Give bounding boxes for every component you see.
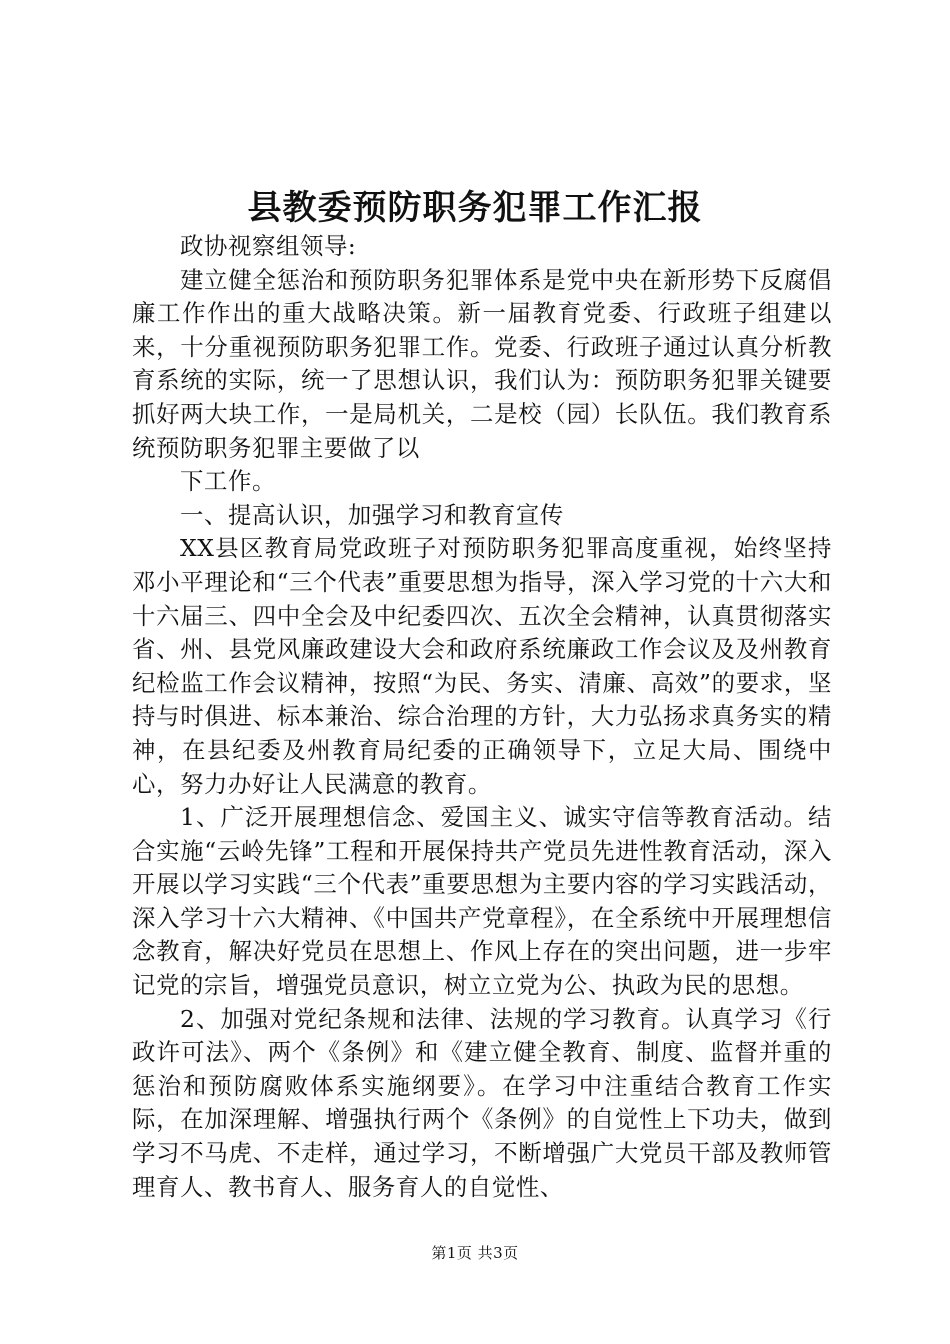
- paragraph-intro: 建立健全惩治和预防职务犯罪体系是党中央在新形势下反腐倡廉工作作出的重大战略决策。新一届教育党委、行政班子组建以来，十分重视预防职务犯罪工作。党委、行政班子通过认真分析教育系统的实际，统一了思想认识，我们认为：预防职务犯罪关键要抓好两大块工作，一是局机关，二是校（园）长队伍。我们教育系统预防职务犯罪主要做了以: [132, 265, 832, 462]
- page-footer: 第1页 共3页: [431, 1244, 519, 1262]
- paragraph-item-2: 2、加强对党纪条规和法律、法规的学习教育。认真学习《行政许可法》、两个《条例》和《建立健全教育、制度、监督并重的惩治和预防腐败体系实施纲要》。在学习中注重结合教育工作实际，在加深理解、增强执行两个《条例》的自觉性上下功夫，做到学习不马虎、不走样，通过学习，不断增强广大党员干部及教师管理育人、教书育人、服务育人的自觉性、: [132, 1004, 832, 1201]
- salutation: 政协视察组领导:: [180, 232, 357, 260]
- document-body: [132, 230, 832, 1204]
- paragraph-intro-continued: 下工作。: [180, 467, 276, 496]
- paragraph-item-1: 1、广泛开展理想信念、爱国主义、诚实守信等教育活动。结合实施“云岭先锋”工程和开展保持共产党员先进性教育活动，深入开展以学习实践“三个代表”重要思想为主要内容的学习实践活动，深入学习十六大精神、《中国共产党章程》，在全系统中开展理想信念教育，解决好党员在思想上、作风上存在的突出问题，进一步牢记党的宗旨，增强党员意识，树立立党为公、执政为民的思想。: [132, 803, 832, 1000]
- paragraph-overview: XX县区教育局党政班子对预防职务犯罪高度重视，始终坚持邓小平理论和“三个代表”重要思想为指导，深入学习党的十六大和十六届三、四中全会及中纪委四次、五次全会精神，认真贯彻落实省、州、县党风廉政建设大会和政府系统廉政工作会议及及州教育纪检监工作会议精神，按照“为民、务实、清廉、高效”的要求，坚持与时俱进、标本兼治、综合治理的方针，大力弘扬求真务实的精神，在县纪委及州教育局纪委的正确领导下，立足大局、围绕中心，努力办好让人民满意的教育。: [132, 534, 832, 798]
- section-heading: 一、提高认识，加强学习和教育宣传: [180, 500, 564, 529]
- document-title: 县教委预防职务犯罪工作汇报: [247, 188, 703, 228]
